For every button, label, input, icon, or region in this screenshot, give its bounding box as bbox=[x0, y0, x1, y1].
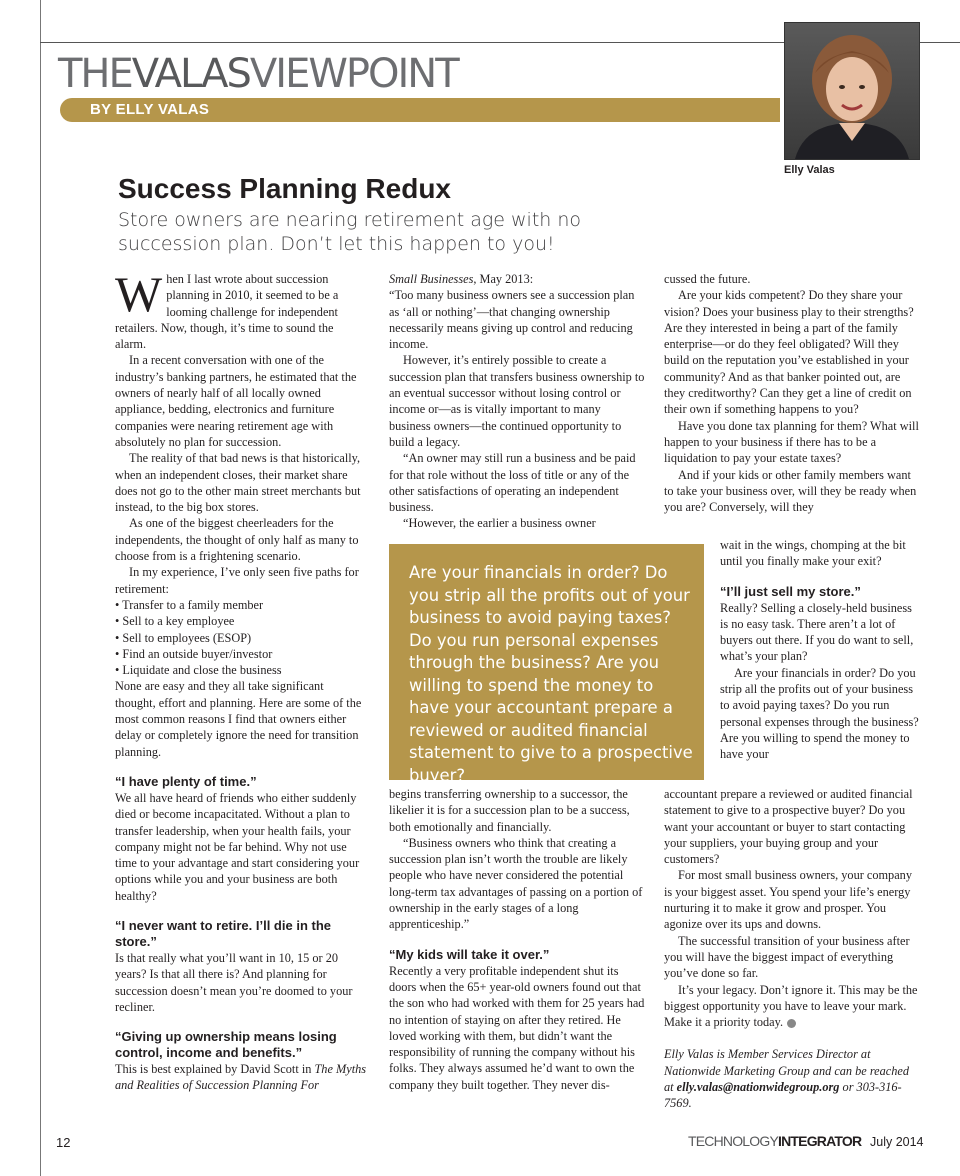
end-mark-icon bbox=[787, 1019, 796, 1028]
body-paragraph: Is that really what you’ll want in 10, 15 or 20 years? Is that all there is? And planning for succession doesn’t mean you’re doomed to your recliner. bbox=[115, 950, 353, 1014]
subhead: “Giving up ownership means losing control, income and benefits.” bbox=[115, 1029, 337, 1061]
left-margin-rule bbox=[40, 0, 41, 1176]
body-paragraph: Recently a very profitable independent shut its doors when the 65+ year-old owners found out that the son who had worked with them for 25 years had no intention of staying on after they retired. He loved working with them, but didn’t want the responsibility of running the company without his folks. They always assumed he’d want to own the company they built together. They never dis- bbox=[389, 963, 645, 1092]
column-masthead: THEVALASVIEWPOINT bbox=[58, 51, 458, 97]
body-paragraph: “Too many business owners see a succession plan as ‘all or nothing’—that changing ownership necessarily means giving up control and reducing income. bbox=[389, 288, 635, 352]
body-paragraph: In my experience, I’ve only seen five paths for retirement: bbox=[115, 565, 359, 596]
article-column-2-continued bbox=[389, 786, 645, 1093]
author-portrait-image bbox=[785, 23, 919, 159]
author-photo bbox=[784, 22, 920, 160]
issue-date: July 2014 bbox=[870, 1135, 924, 1149]
body-paragraph: None are easy and they all take significant thought, effort and planning. Here are some of the most common reasons I find that owners either delay or completely ignore the need for transition planning. bbox=[115, 679, 362, 759]
body-paragraph: “An owner may still run a business and be paid for that role without the loss of title or any of the other satisfactions of operating an independent business. bbox=[389, 451, 636, 515]
article-dek: Store owners are nearing retirement age with no succession plan. Don’t let this happen to you! bbox=[118, 209, 582, 255]
author-bio: Elly Valas is Member Services Director at Nationwide Marketing Group and can be reached at elly.valas@nationwidegroup.org or 303-316-7569. bbox=[664, 1047, 909, 1111]
body-paragraph: The successful transition of your business after you will have the biggest impact of everything you’ve done so far. bbox=[664, 933, 910, 981]
body-paragraph: “Business owners who think that creating a succession plan isn’t worth the trouble are likely people who have never considered the potential long-term tax advantages of passing on a portion of ownership in the early stages of a long apprenticeship.” bbox=[389, 835, 643, 932]
byline: BY ELLY VALAS bbox=[90, 101, 210, 118]
article-column-3 bbox=[664, 271, 920, 515]
subhead: “My kids will take it over.” bbox=[389, 946, 550, 962]
pull-quote-text: Are your financials in order? Do you strip all the profits out of your business to avoid paying taxes? Do you run personal expenses through the business? Are you willing to spend the money to have your accountant prepare a reviewed or audited financial statement to give to a prospective buyer? bbox=[409, 563, 693, 785]
article-headline: Success Planning Redux bbox=[118, 173, 451, 204]
article-column-3-continued bbox=[664, 786, 920, 1112]
body-paragraph: accountant prepare a reviewed or audited financial statement to give to a prospective buyer? Do you want your accountant or buyer to start contacting your suppliers, your buying group and your customers? bbox=[664, 787, 913, 867]
body-paragraph: It’s your legacy. Don’t ignore it. This may be the biggest opportunity you have to leave your mark. Make it a priority today. bbox=[664, 982, 918, 1030]
drop-cap: W bbox=[115, 266, 163, 322]
body-paragraph: The reality of that bad news is that historically, when an independent closes, their market share does not go to the other main street merchants but instead, to the big box stores. bbox=[115, 451, 361, 515]
body-paragraph: This is best explained by David Scott in The Myths and Realities of Succession Planning For bbox=[115, 1062, 367, 1093]
body-paragraph: We all have heard of friends who either suddenly died or become incapacitated. Without a plan to transfer leadership, when your health fails, your company might not be far behind. Why not use time to your advantage and start considering your options while you and your business are both healthy? bbox=[115, 790, 360, 903]
body-paragraph: begins transferring ownership to a successor, the likelier it is for a succession plan to be a success, both emotionally and financially. bbox=[389, 787, 630, 834]
magazine-logo: TECHNOLOGYINTEGRATOR bbox=[688, 1133, 862, 1149]
body-paragraph: For most small business owners, your company is your biggest asset. You spend your life’s energy nurturing it to make it grow and prosper. You agonize over its ups and downs. bbox=[664, 868, 912, 932]
bullet-item: • Transfer to a family member bbox=[115, 597, 264, 612]
subhead: “I’ll just sell my store.” bbox=[720, 583, 861, 599]
body-paragraph: Are your kids competent? Do they share your vision? Does your business play to their strengths? Are they interested in being a part of the family enterprise—or do they feel obligated? Will they build on the reputation you’ve established in your community? And as that banker pointed out, are they creditworthy? Can they get a line of credit on their own if something happens to you? bbox=[664, 288, 914, 417]
subhead: “I never want to retire. I’ll die in the store.” bbox=[115, 917, 331, 949]
bullet-item: • Sell to employees (ESOP) bbox=[115, 630, 252, 645]
body-paragraph: When I last wrote about succession planning in 2010, it seemed to be a looming challenge for independent retailers. Now, though, it’s time to sound the alarm. bbox=[115, 266, 339, 352]
body-paragraph: wait in the wings, chomping at the bit until you finally make your exit? bbox=[720, 538, 906, 569]
body-paragraph: Have you done tax planning for them? What will happen to your business if there has to be a liquidation to pay your estate taxes? bbox=[664, 418, 919, 466]
body-paragraph: As one of the biggest cheerleaders for the independents, the thought of only half as many to choose from is a frightening scenario. bbox=[115, 516, 359, 564]
article-column-2 bbox=[389, 271, 645, 532]
body-paragraph: And if your kids or other family members want to take your business over, will they be ready when you are? Conversely, will they bbox=[664, 467, 917, 515]
author-email[interactable]: elly.valas@nationwidegroup.org bbox=[676, 1080, 840, 1095]
article-column-3-narrow bbox=[720, 537, 920, 763]
body-paragraph: Small Businesses, May 2013: bbox=[389, 272, 534, 286]
body-paragraph: In a recent conversation with one of the industry’s banking partners, he estimated that the owners of nearly half of all locally owned appliance, bedding, electronics and furniture companies were nearing retirement age with absolutely no plan for succession. bbox=[115, 353, 357, 449]
article-column-1 bbox=[115, 266, 367, 1094]
page-number: 12 bbox=[56, 1135, 71, 1150]
body-paragraph: Are your financials in order? Do you strip all the profits out of your business to avoid paying taxes? Do you run personal expenses through the business? Are you willing to spend the money to have your bbox=[720, 665, 919, 762]
bullet-item: • Liquidate and close the business bbox=[115, 663, 282, 678]
body-paragraph: cussed the future. bbox=[664, 272, 751, 286]
body-paragraph: “However, the earlier a business owner bbox=[403, 516, 596, 531]
subhead: “I have plenty of time.” bbox=[115, 773, 257, 789]
body-paragraph: Really? Selling a closely-held business is no easy task. There aren’t a lot of buyers out there. If you do want to sell, what’s your plan? bbox=[720, 600, 914, 664]
bullet-item: • Find an outside buyer/investor bbox=[115, 646, 273, 661]
body-paragraph: However, it’s entirely possible to create a succession plan that transfers business ownership to an eventual successor without losing control or income or—as is vitally important to many business owners—the continued opportunity to build a legacy. bbox=[389, 353, 645, 449]
bullet-item: • Sell to a key employee bbox=[115, 614, 235, 629]
photo-caption: Elly Valas bbox=[784, 164, 835, 176]
